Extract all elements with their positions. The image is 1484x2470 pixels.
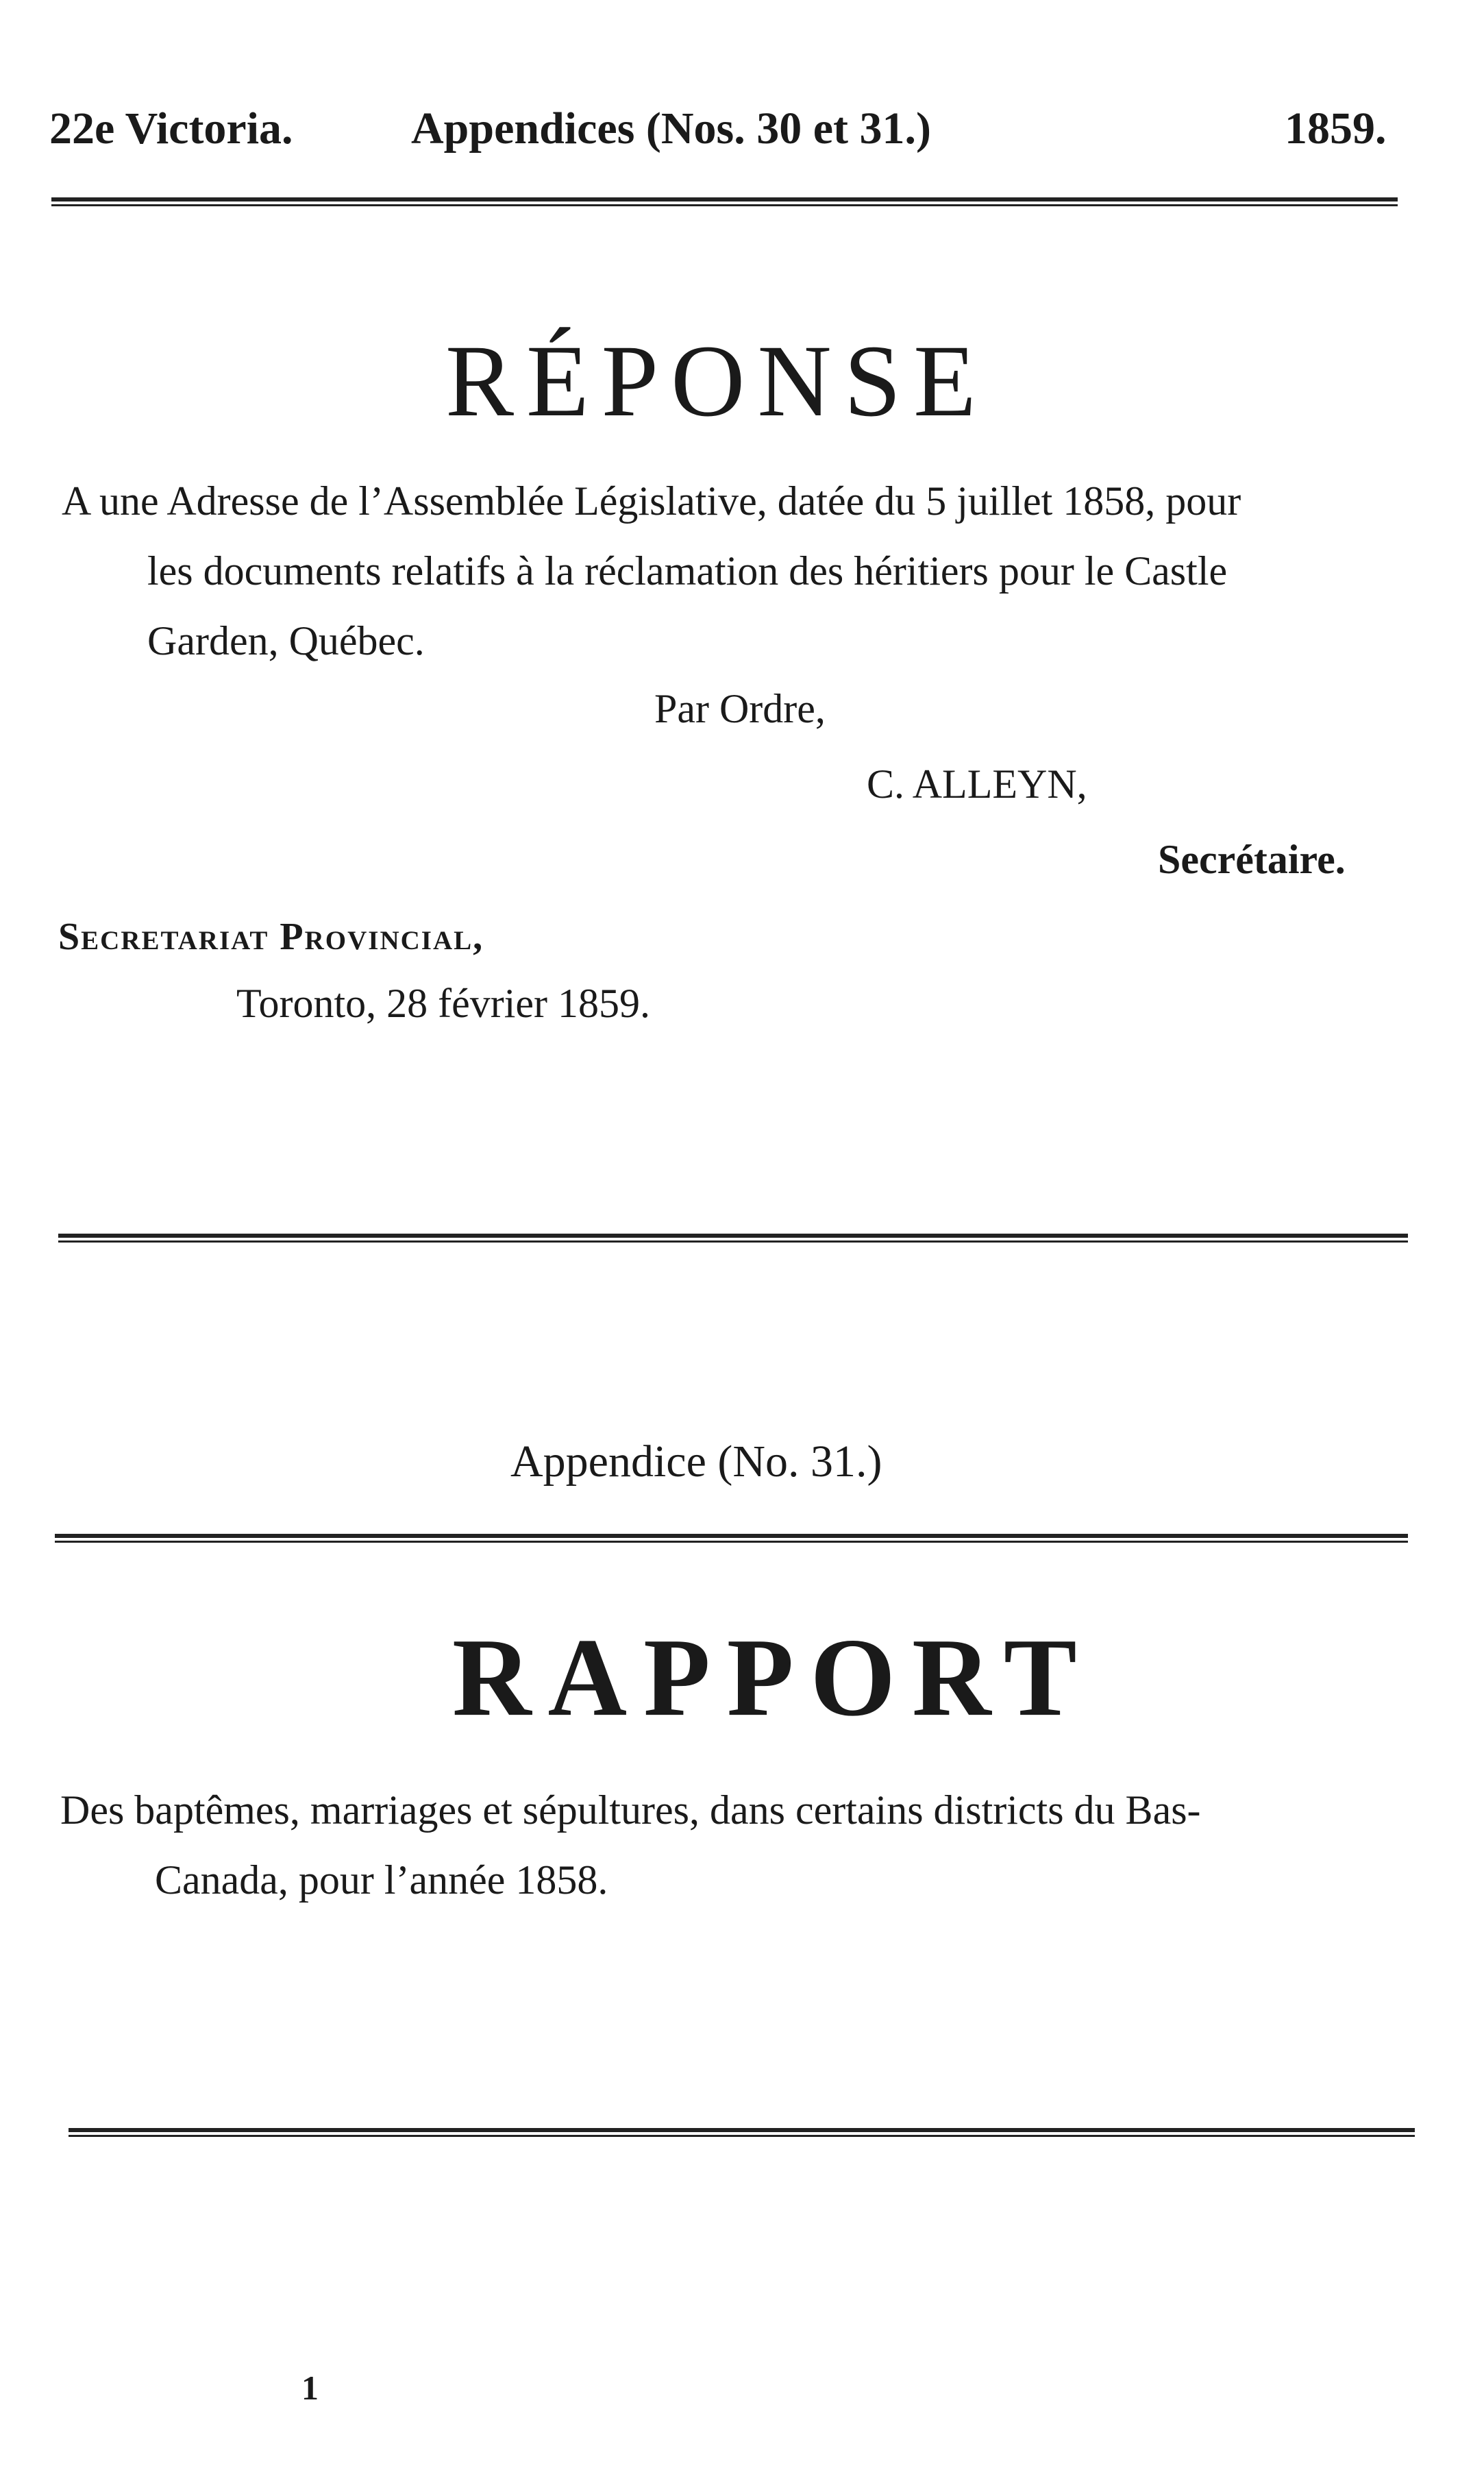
reponse-line-2: les documents relatifs à la réclamation des héritiers pour le Castle — [147, 548, 1228, 594]
section-rule-1 — [58, 1234, 1408, 1243]
reponse-line-1: A une Adresse de l’Assemblée Législative, datée du 5 juillet 1858, pour — [62, 478, 1241, 524]
signatory-role: Secrétaire. — [1158, 837, 1346, 882]
appendice-label: Appendice (No. 31.) — [510, 1436, 882, 1487]
section-rule-2 — [55, 1534, 1408, 1543]
rapport-title: RAPPORT — [452, 1615, 1093, 1739]
header-session: 22e Victoria. — [49, 103, 293, 154]
header-rule — [51, 197, 1398, 206]
header-year: 1859. — [1285, 103, 1387, 154]
rapport-line-1: Des baptêmes, marriages et sépultures, dans certains districts du Bas- — [60, 1787, 1201, 1833]
rapport-description — [60, 1775, 1451, 1915]
page-folio: 1 — [301, 2369, 319, 2407]
rapport-line-2: Canada, pour l’année 1858. — [155, 1857, 608, 1903]
reponse-line-3: Garden, Québec. — [147, 618, 425, 663]
signatory-name: C. ALLEYN, — [867, 761, 1087, 807]
par-ordre: Par Ordre, — [654, 686, 826, 731]
section-rule-3 — [69, 2128, 1415, 2137]
reponse-title: RÉPONSE — [445, 324, 989, 438]
office-name: Secretariat Provincial, — [58, 916, 484, 958]
reponse-description — [62, 466, 1432, 676]
header-appendices: Appendices (Nos. 30 et 31.) — [411, 103, 931, 154]
place-date: Toronto, 28 février 1859. — [236, 981, 650, 1026]
